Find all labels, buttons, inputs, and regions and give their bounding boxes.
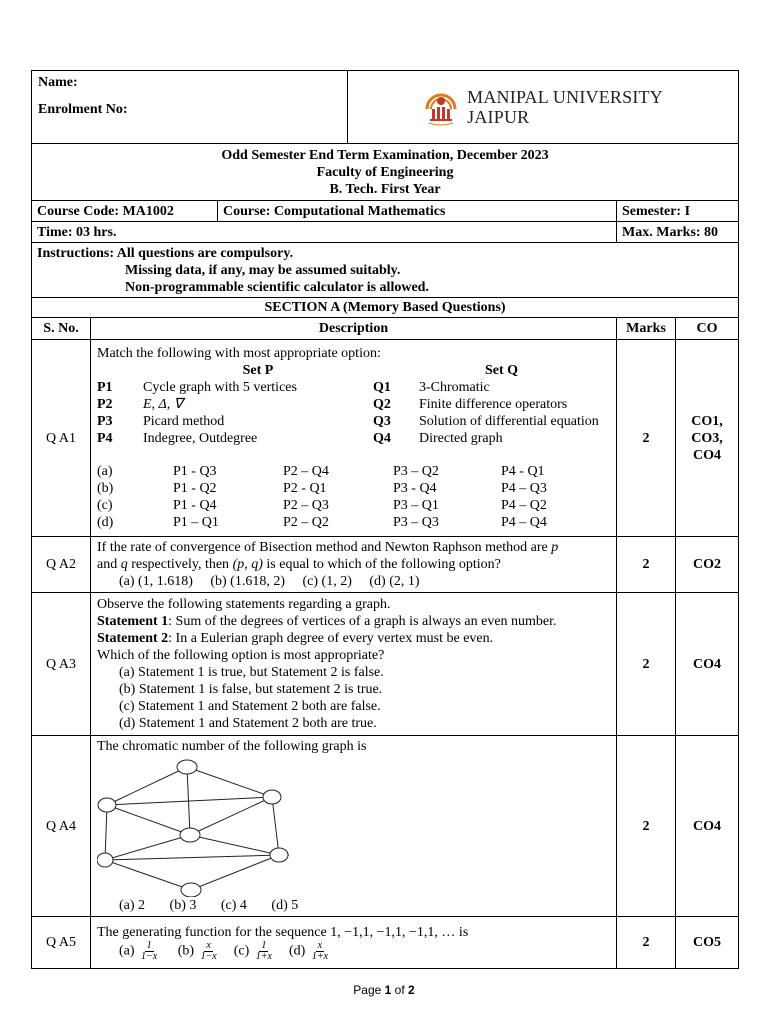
exam-paper (31, 70, 738, 969)
page-total: 2 (408, 983, 415, 997)
answer-options (97, 941, 610, 962)
q-label: Q1 (373, 380, 391, 395)
name-label: Name: (38, 75, 78, 90)
question-intro: Match the following with most appropriate option: (97, 346, 381, 361)
university-name: MANIPAL UNIVERSITY (467, 87, 663, 107)
option-letter: (c) (97, 498, 113, 513)
question-row (32, 340, 739, 537)
q-label: Q2 (373, 397, 391, 412)
question-description (91, 537, 617, 593)
university-city: JAIPUR (467, 107, 530, 127)
option-pair: P1 - Q3 (173, 464, 217, 479)
denominator: 1+x (311, 950, 328, 962)
question-co: CO2 (676, 537, 739, 593)
denominator: 1+x (255, 950, 272, 962)
question-intro: Observe the following statements regarding a graph. (97, 597, 391, 612)
university-logo-cell (348, 71, 739, 144)
answer-option: (c) Statement 1 and Statement 2 both are false. (119, 699, 381, 714)
question-text: The generating function for the sequence (97, 924, 331, 940)
fraction (140, 941, 158, 962)
graph-vertex (97, 853, 113, 867)
denominator: 1−x (141, 950, 158, 962)
question-marks: 2 (617, 736, 676, 917)
col-sno: S. No. (32, 318, 91, 340)
option-pair: P4 – Q4 (501, 515, 547, 530)
option-pair: P2 – Q2 (283, 515, 329, 530)
question-intro: The chromatic number of the following graph is (97, 739, 367, 754)
question-row (32, 736, 739, 917)
graph-vertex (263, 790, 281, 804)
university-emblem-icon (423, 87, 459, 127)
question-marks: 2 (617, 340, 676, 537)
instruction-1: All questions are compulsory. (116, 246, 294, 261)
section-title: SECTION A (Memory Based Questions) (32, 298, 739, 318)
answer-options: (a) 2 (b) 3 (c) 4 (d) 5 (119, 898, 299, 913)
fraction (255, 941, 273, 962)
option-pair: P3 – Q3 (393, 515, 439, 530)
course-name: Course: Computational Mathematics (218, 201, 617, 222)
graph-vertex (181, 883, 201, 897)
option-letter: (a) (97, 464, 113, 479)
question-text: If the rate of convergence of Bisection method and Newton Raphson method are (97, 540, 552, 555)
set-p-heading: Set P (242, 363, 274, 378)
instructions-label: Instructions: (37, 246, 115, 261)
option-letter: (d) (288, 943, 306, 959)
p-label: P4 (97, 431, 113, 446)
math-var: p (551, 540, 559, 555)
instruction-3: Non-programmable scientific calculator is allowed. (125, 280, 429, 295)
q-item: 3-Chromatic (419, 380, 490, 395)
set-q-heading: Set Q (485, 363, 519, 378)
question-description (91, 593, 617, 736)
answer-options (97, 463, 610, 531)
q-item: Finite difference operators (419, 397, 568, 412)
co-item: CO1, (691, 413, 723, 429)
statement-text: : In a Eulerian graph degree of every vertex must be even. (168, 631, 494, 646)
co-item: CO4 (693, 447, 722, 463)
question-marks: 2 (617, 917, 676, 969)
option-pair: P4 - Q1 (501, 464, 545, 479)
question-marks: 2 (617, 593, 676, 736)
math-var: q (120, 557, 128, 572)
option-letter: (a) (119, 943, 135, 959)
page-word: Page (353, 983, 382, 997)
answer-option: (d) Statement 1 and Statement 2 both are true. (119, 716, 377, 731)
question-number: Q A3 (32, 593, 91, 736)
question-co: CO4 (676, 593, 739, 736)
graph-vertex (98, 798, 116, 812)
option-letter: (b) (177, 943, 195, 959)
option-letter: (d) (97, 515, 114, 530)
question-text: Which of the following option is most appropriate? (97, 648, 385, 663)
option-pair: P3 – Q2 (393, 464, 439, 479)
option-pair: P3 – Q1 (393, 498, 439, 513)
graph-figure (97, 757, 297, 897)
q-item: Solution of differential equation (419, 414, 599, 429)
question-text: is equal to which of the following option? (262, 557, 501, 572)
answer-options: (a) (1, 1.618) (b) (1.618, 2) (c) (1, 2) (d) (2, 1) (119, 574, 420, 589)
question-row (32, 537, 739, 593)
option-pair: P4 – Q2 (501, 498, 547, 513)
question-text: respectively, then (127, 557, 233, 572)
p-item: Picard method (143, 414, 225, 429)
statement-label: Statement 2 (97, 631, 169, 646)
option-letter: (b) (97, 481, 114, 496)
option-pair: P2 – Q4 (283, 464, 329, 479)
fraction (311, 941, 329, 962)
question-marks: 2 (617, 537, 676, 593)
option-pair: P1 – Q1 (173, 515, 219, 530)
graph-vertex (177, 760, 197, 774)
question-text: and (97, 557, 121, 572)
p-item: Indegree, Outdegree (143, 431, 258, 446)
denominator: 1−x (200, 950, 217, 962)
exam-title: Odd Semester End Term Examination, December 2023 (221, 147, 549, 163)
of-word: of (394, 983, 405, 997)
program: B. Tech. First Year (329, 181, 441, 197)
question-co: CO5 (676, 917, 739, 969)
p-item: E, Δ, ∇ (143, 397, 184, 412)
statement-text: : Sum of the degrees of vertices of a graph is always an even number. (168, 614, 557, 629)
q-label: Q3 (373, 414, 391, 429)
page-number: 1 (384, 983, 392, 997)
question-description (91, 917, 617, 969)
question-number: Q A5 (32, 917, 91, 969)
question-co: CO4 (676, 736, 739, 917)
time: Time: 03 hrs. (32, 222, 617, 243)
p-item: Cycle graph with 5 vertices (143, 380, 297, 395)
university-logo (354, 87, 732, 127)
numerator: x (206, 939, 211, 951)
sequence: 1, −1,1, −1,1, −1,1, … is (330, 924, 469, 940)
question-description (91, 736, 617, 917)
max-marks: Max. Marks: 80 (617, 222, 739, 243)
page-footer (0, 983, 768, 997)
option-pair: P2 - Q1 (283, 481, 327, 496)
q-label: Q4 (373, 431, 391, 446)
question-number: Q A4 (32, 736, 91, 917)
option-letter: (c) (233, 943, 250, 959)
p-label: P1 (97, 380, 113, 395)
numerator: 1 (146, 939, 152, 951)
graph-vertex (180, 828, 200, 842)
option-pair: P1 - Q2 (173, 481, 217, 496)
statement-label: Statement 1 (97, 614, 169, 629)
answer-option: (b) Statement 1 is false, but statement 2 is true. (119, 682, 383, 697)
instruction-2: Missing data, if any, may be assumed suitably. (125, 263, 401, 278)
q-item: Directed graph (419, 431, 503, 446)
question-number: Q A2 (32, 537, 91, 593)
match-table (97, 362, 610, 447)
question-number: Q A1 (32, 340, 91, 537)
enrolment-label: Enrolment No: (38, 102, 128, 117)
numerator: x (317, 939, 323, 951)
col-description: Description (91, 318, 617, 340)
co-item: CO3, (691, 430, 723, 446)
math-var: (p, q) (232, 557, 263, 572)
answer-option: (a) Statement 1 is true, but Statement 2 is false. (119, 665, 384, 680)
question-row (32, 593, 739, 736)
faculty: Faculty of Engineering (316, 164, 454, 180)
fraction (200, 941, 218, 962)
option-pair: P2 – Q3 (283, 498, 329, 513)
col-marks: Marks (617, 318, 676, 340)
col-co: CO (676, 318, 739, 340)
course-code: Course Code: MA1002 (32, 201, 218, 222)
p-label: P2 (97, 397, 113, 412)
question-row (32, 917, 739, 969)
option-pair: P1 - Q4 (173, 498, 217, 513)
instructions (32, 243, 739, 298)
exam-table (31, 70, 739, 969)
graph-vertex (270, 848, 288, 862)
question-co (676, 340, 739, 537)
semester: Semester: I (617, 201, 739, 222)
question-description (91, 340, 617, 537)
option-pair: P3 - Q4 (393, 481, 437, 496)
option-pair: P4 – Q3 (501, 481, 547, 496)
student-info (32, 71, 348, 144)
p-label: P3 (97, 414, 113, 429)
exam-title-block (32, 144, 739, 201)
numerator: 1 (261, 939, 267, 951)
